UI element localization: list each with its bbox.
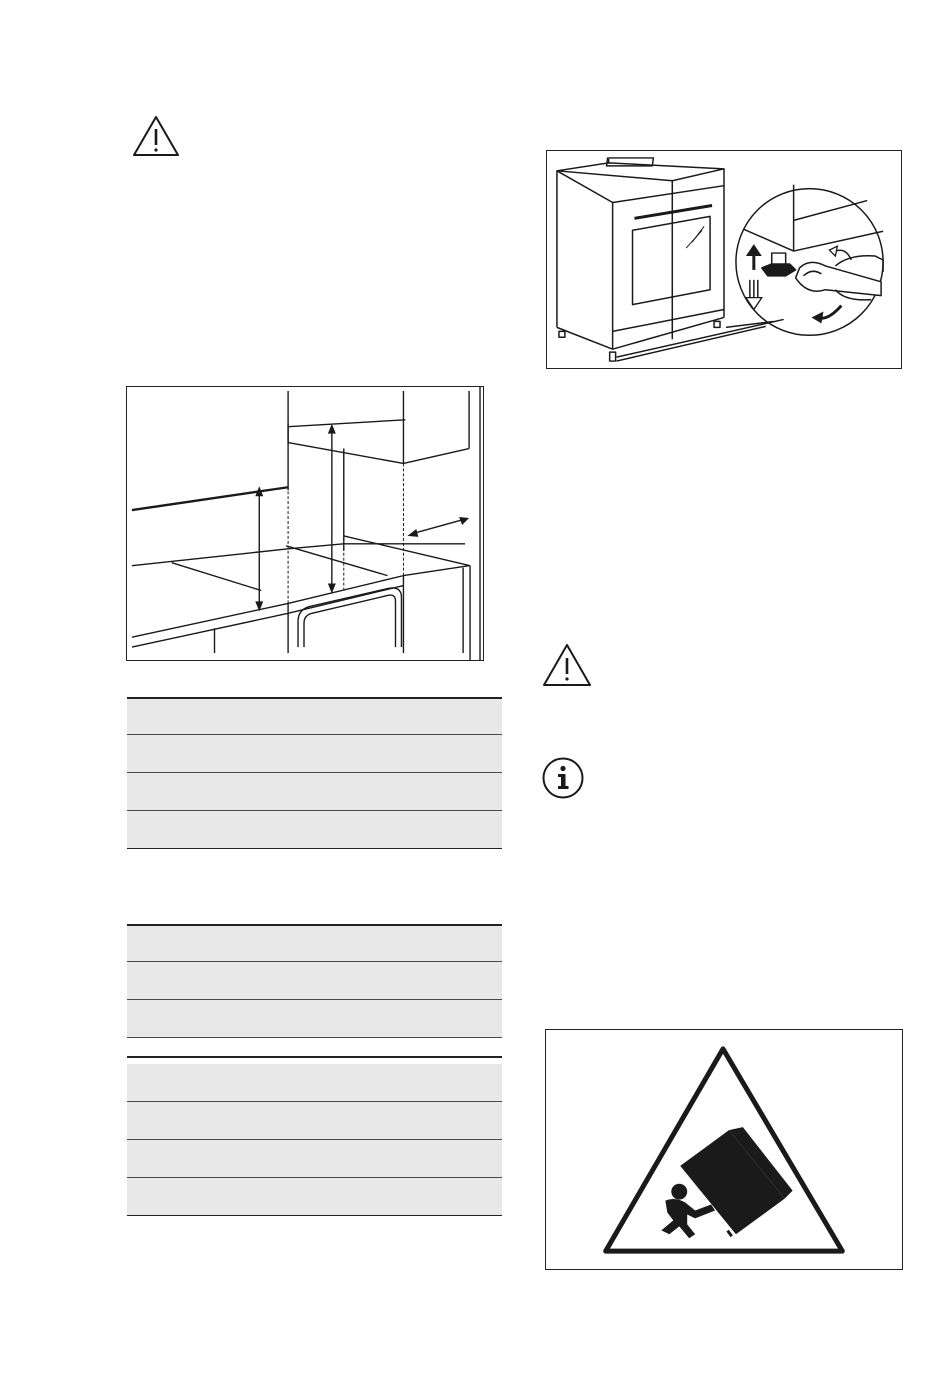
leveling-feet-diagram	[546, 150, 902, 369]
table-row	[127, 1140, 502, 1178]
table-row	[127, 697, 502, 735]
table-row	[127, 735, 502, 773]
table-row	[127, 811, 502, 849]
warning-triangle-icon	[131, 114, 181, 158]
table-row	[127, 1178, 502, 1216]
warning-triangle-icon	[541, 642, 593, 688]
table-row	[127, 924, 502, 962]
table-row	[127, 1064, 502, 1102]
cabinet-clearance-diagram	[126, 386, 484, 661]
specs-table	[127, 924, 502, 1058]
table-row	[127, 773, 502, 811]
tip-over-warning-pictogram	[545, 1029, 903, 1270]
specs-table-2	[127, 1064, 502, 1216]
dimensions-table	[127, 697, 502, 849]
table-row	[127, 1102, 502, 1140]
table-row	[127, 962, 502, 1000]
table-row	[127, 1038, 502, 1058]
info-circle-icon	[541, 756, 585, 800]
table-row	[127, 1000, 502, 1038]
